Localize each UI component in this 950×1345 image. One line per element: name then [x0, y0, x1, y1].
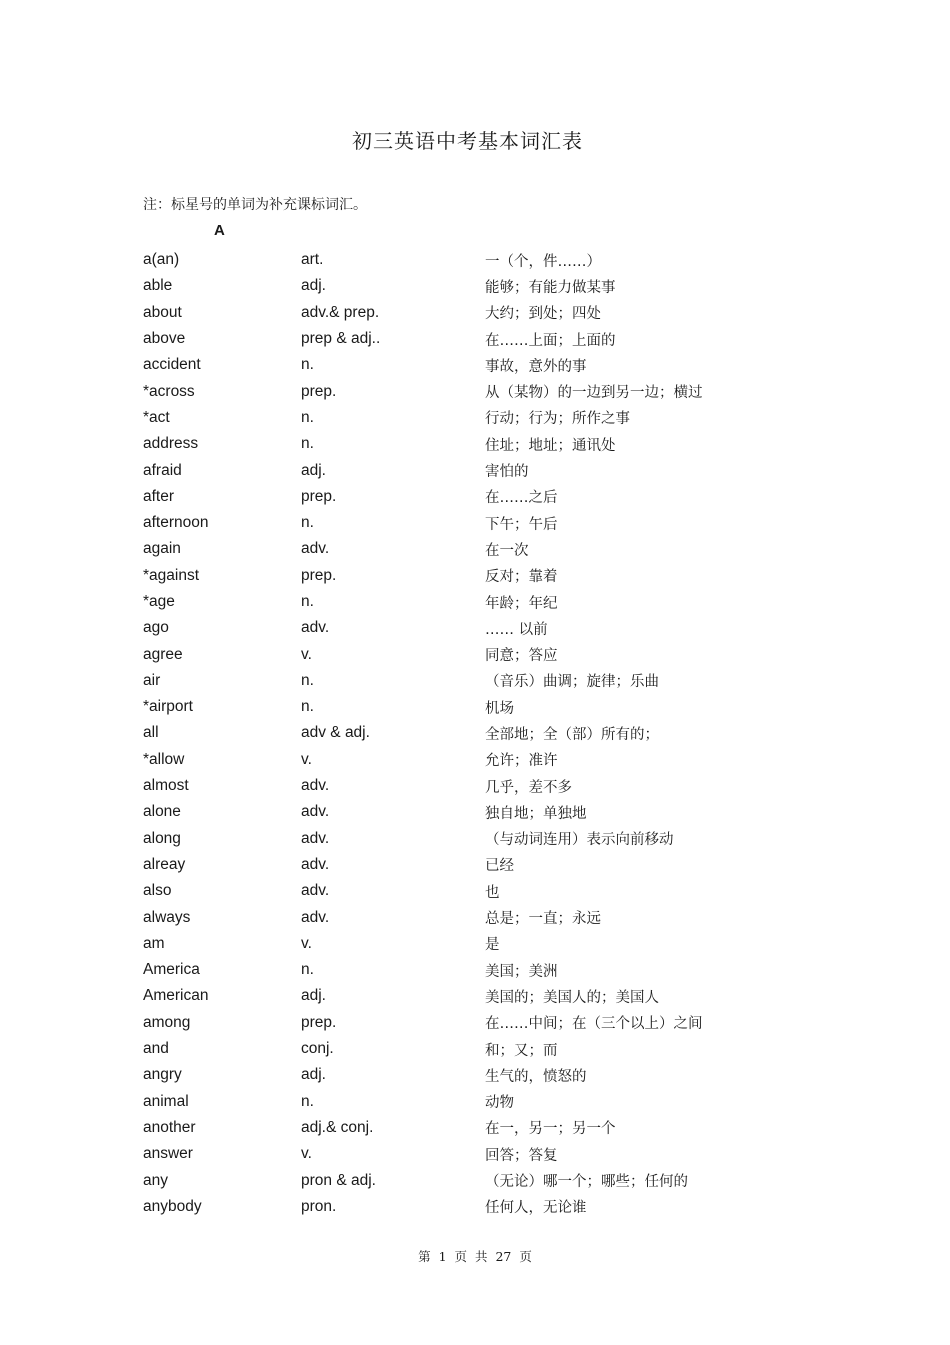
vocab-word: am: [143, 934, 165, 952]
vocab-part-of-speech: art.: [301, 251, 324, 269]
vocab-word: *act: [143, 408, 170, 426]
vocab-meaning: 回答；答复: [485, 1147, 558, 1164]
vocab-row: [143, 720, 783, 746]
vocab-meaning: 住址；地址；通讯处: [485, 437, 616, 454]
vocab-meaning: 在……中间；在（三个以上）之间: [485, 1016, 703, 1033]
vocab-row: [143, 378, 783, 404]
vocab-row: [143, 484, 783, 510]
vocab-part-of-speech: v.: [301, 750, 312, 768]
vocab-meaning: 生气的，愤怒的: [485, 1068, 587, 1085]
vocab-row: [143, 1036, 783, 1062]
vocab-row: [143, 615, 783, 641]
vocab-part-of-speech: n.: [301, 408, 314, 426]
vocab-meaning: （无论）哪一个；哪些；任何的: [485, 1174, 688, 1191]
vocab-word: among: [143, 1013, 191, 1031]
vocab-meaning: 在……之后: [485, 490, 558, 507]
vocab-meaning: 总是；一直；永远: [485, 911, 601, 928]
vocab-word: and: [143, 1040, 169, 1058]
vocab-row: [143, 878, 783, 904]
vocab-meaning: 几乎，差不多: [485, 779, 572, 796]
vocab-word: alone: [143, 803, 181, 821]
vocab-part-of-speech: adv.: [301, 908, 330, 926]
vocab-word: *allow: [143, 750, 185, 768]
vocab-word: *across: [143, 382, 195, 400]
vocab-part-of-speech: pron & adj.: [301, 1171, 376, 1189]
vocab-row: [143, 405, 783, 431]
vocab-row: [143, 668, 783, 694]
vocab-row: [143, 510, 783, 536]
vocab-part-of-speech: n.: [301, 514, 314, 532]
vocab-part-of-speech: n.: [301, 356, 314, 374]
vocab-part-of-speech: prep & adj..: [301, 330, 381, 348]
vocab-word: accident: [143, 356, 201, 374]
vocab-word: afraid: [143, 461, 182, 479]
vocab-row: [143, 326, 783, 352]
vocab-word: almost: [143, 777, 189, 795]
vocab-word: angry: [143, 1066, 182, 1084]
vocab-meaning: 全部地；全（部）所有的；: [485, 726, 659, 743]
vocab-word: a(an): [143, 251, 180, 269]
vocab-word: animal: [143, 1092, 189, 1110]
vocab-word: always: [143, 908, 191, 926]
vocab-row: [143, 1167, 783, 1193]
vocab-word: above: [143, 330, 186, 348]
vocab-row: [143, 563, 783, 589]
vocab-meaning: 和；又；而: [485, 1042, 558, 1059]
vocab-row: [143, 1062, 783, 1088]
vocab-row: [143, 352, 783, 378]
vocab-meaning: 独自地；单独地: [485, 805, 587, 822]
vocabulary-list: [143, 247, 783, 1220]
vocab-word: able: [143, 277, 173, 295]
vocab-meaning: 是: [485, 937, 500, 954]
vocab-part-of-speech: adv & adj.: [301, 724, 370, 742]
vocab-row: [143, 904, 783, 930]
vocab-word: American: [143, 987, 209, 1005]
vocab-part-of-speech: prep.: [301, 566, 337, 584]
vocab-part-of-speech: n.: [301, 1092, 314, 1110]
vocab-part-of-speech: adj.: [301, 987, 326, 1005]
vocab-part-of-speech: n.: [301, 671, 314, 689]
vocab-part-of-speech: conj.: [301, 1040, 334, 1058]
vocab-row: [143, 931, 783, 957]
vocab-part-of-speech: v.: [301, 645, 312, 663]
vocab-meaning: 年龄；年纪: [485, 595, 558, 612]
vocab-word: agree: [143, 645, 183, 663]
vocab-part-of-speech: pron.: [301, 1197, 337, 1215]
vocab-meaning: 在一次: [485, 542, 529, 559]
vocab-part-of-speech: prep.: [301, 382, 337, 400]
vocab-meaning: 任何人，无论谁: [485, 1200, 587, 1217]
vocab-row: [143, 694, 783, 720]
vocab-meaning: （音乐）曲调；旋律；乐曲: [485, 674, 659, 691]
vocab-word: alreay: [143, 855, 186, 873]
vocab-meaning: 动物: [485, 1095, 514, 1112]
vocab-meaning: 同意；答应: [485, 648, 558, 665]
vocab-word: *airport: [143, 698, 193, 716]
vocab-part-of-speech: v.: [301, 934, 312, 952]
vocab-word: address: [143, 435, 199, 453]
vocab-word: all: [143, 724, 159, 742]
vocab-part-of-speech: adj.: [301, 1066, 326, 1084]
vocab-part-of-speech: adv.: [301, 540, 330, 558]
vocab-word: afternoon: [143, 514, 209, 532]
vocab-part-of-speech: n.: [301, 435, 314, 453]
vocab-part-of-speech: adj.: [301, 461, 326, 479]
vocab-row: [143, 589, 783, 615]
vocab-meaning: 下午；午后: [485, 516, 558, 533]
vocab-meaning: 机场: [485, 700, 514, 717]
page-title: 初三英语中考基本词汇表: [352, 129, 583, 153]
vocab-part-of-speech: v.: [301, 1145, 312, 1163]
vocab-row: [143, 747, 783, 773]
vocab-row: [143, 247, 783, 273]
vocab-part-of-speech: adv.& prep.: [301, 303, 380, 321]
vocab-word: along: [143, 829, 181, 847]
vocab-meaning: 美国；美洲: [485, 963, 558, 980]
vocab-row: [143, 957, 783, 983]
vocab-row: [143, 1115, 783, 1141]
vocab-meaning: 从（某物）的一边到另一边；横过: [485, 385, 703, 402]
vocab-part-of-speech: adj.: [301, 277, 326, 295]
vocab-part-of-speech: prep.: [301, 487, 337, 505]
vocab-part-of-speech: adv.: [301, 803, 330, 821]
note-text: 注：标星号的单词为补充课标词汇。: [143, 197, 367, 213]
vocab-word: America: [143, 961, 200, 979]
vocab-row: [143, 431, 783, 457]
vocab-meaning: 能够；有能力做某事: [485, 279, 616, 296]
vocab-word: *age: [143, 593, 175, 610]
vocab-part-of-speech: prep.: [301, 1013, 337, 1031]
vocab-part-of-speech: adv.: [301, 882, 330, 900]
vocab-meaning: 害怕的: [485, 464, 529, 481]
vocab-meaning: 美国的；美国人的；美国人: [485, 989, 659, 1006]
vocab-part-of-speech: adv.: [301, 619, 330, 637]
vocab-part-of-speech: n.: [301, 961, 314, 979]
vocab-word: after: [143, 487, 175, 505]
vocab-row: [143, 773, 783, 799]
vocab-word: ago: [143, 619, 169, 637]
vocab-meaning: 大约；到处；四处: [485, 306, 601, 323]
vocab-word: *against: [143, 566, 200, 584]
vocab-part-of-speech: adv.: [301, 777, 330, 795]
vocab-row: [143, 799, 783, 825]
vocab-meaning: 一（个，件……）: [485, 253, 601, 270]
section-letter: A: [214, 222, 225, 239]
vocab-row: [143, 1194, 783, 1220]
vocab-word: any: [143, 1171, 168, 1189]
vocab-part-of-speech: adv.: [301, 829, 330, 847]
vocab-row: [143, 300, 783, 326]
vocab-word: air: [143, 671, 161, 689]
vocab-row: [143, 1010, 783, 1036]
vocab-row: [143, 852, 783, 878]
vocab-row: [143, 536, 783, 562]
vocab-word: answer: [143, 1145, 193, 1163]
vocab-row: [143, 826, 783, 852]
vocab-row: [143, 641, 783, 667]
vocab-meaning: 事故，意外的事: [485, 358, 587, 375]
vocab-meaning: 在……上面；上面的: [485, 332, 616, 349]
vocab-word: another: [143, 1118, 196, 1136]
vocab-meaning: 反对；靠着: [485, 569, 558, 586]
vocab-row: [143, 273, 783, 299]
vocab-meaning: 也: [485, 884, 500, 901]
vocab-part-of-speech: adv.: [301, 855, 330, 873]
vocab-meaning: 允许；准许: [485, 753, 558, 770]
page-footer: 第 1 页 共 27 页: [418, 1249, 532, 1264]
vocab-row: [143, 1089, 783, 1115]
vocab-meaning: 已经: [485, 858, 514, 875]
vocab-word: also: [143, 882, 172, 900]
vocab-word: about: [143, 303, 182, 321]
vocab-part-of-speech: n.: [301, 698, 314, 716]
vocab-meaning: 在一，另一；另一个: [485, 1121, 616, 1138]
vocab-word: anybody: [143, 1197, 202, 1215]
vocab-row: [143, 983, 783, 1009]
vocab-row: [143, 1141, 783, 1167]
vocab-part-of-speech: adj.& conj.: [301, 1118, 374, 1136]
vocab-row: [143, 457, 783, 483]
vocab-meaning: 行动；行为；所作之事: [485, 411, 630, 428]
vocab-meaning: …… 以前: [485, 621, 548, 638]
vocab-word: again: [143, 540, 181, 558]
vocab-part-of-speech: n.: [301, 593, 314, 610]
vocab-meaning: （与动词连用）表示向前移动: [485, 832, 674, 849]
